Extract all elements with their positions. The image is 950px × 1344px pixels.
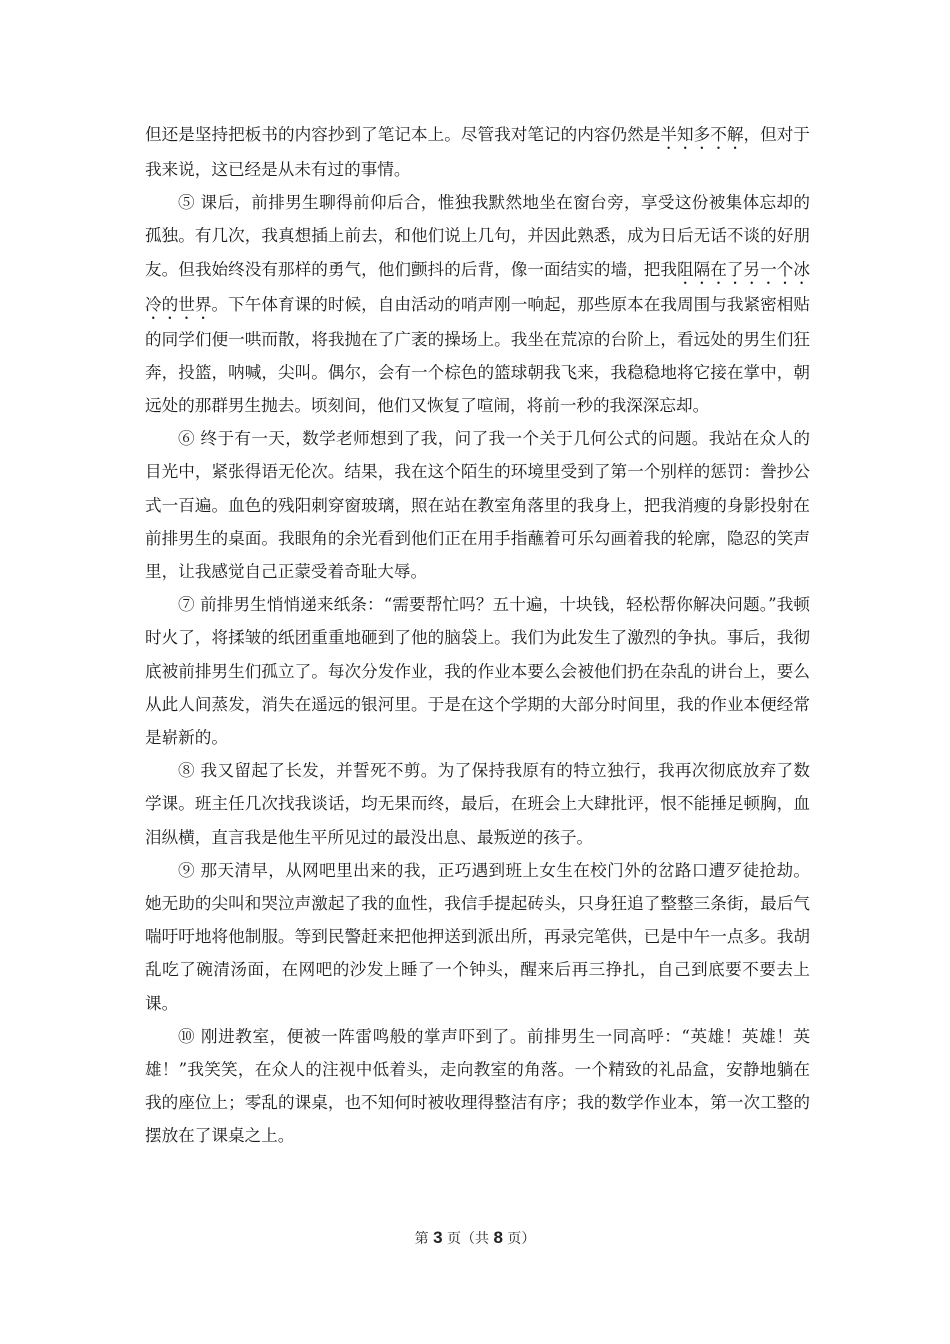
paragraph-5: ⑤ 课后，前排男生聊得前仰后合，惟独我默然地坐在窗台旁，享受这份被集体忘却的孤独。有几次，我真想插上前去，和他们说上几句，并因此熟悉，成为日后无话不谈的好朋友。但我始终没有那样的勇气，他们颤抖的后背，像一面结实的墙，把我阻隔在了另一个冰冷的世界。下午体育课的时候，自由活动的哨声刚一响起，那些原本在我周围与我紧密相贴的同学们便一哄而散，将我抛在了广袤的操场上。我坐在荒凉的台阶上，看远处的男生们狂奔，投篮，呐喊，尖叫。偶尔，会有一个棕色的篮球朝我飞来，我稳稳地将它接在掌中，朝远处的那群男生抛去。顷刻间，他们又恢复了喧闹，将前一秒的我深深忘却。 (145, 193, 811, 416)
emphasis-dotted-text: 阻隔在了另一个冰冷的世界 (145, 259, 811, 314)
paragraph-6: ⑥ 终于有一天，数学老师想到了我，问了我一个关于几何公式的问题。我站在众人的目光中，紧张得语无伦次。结果，我在这个陌生的环境里受到了第一个别样的惩罚：誊抄公式一百遍。血色的残阳刺穿窗玻璃，照在站在教室角落里的我身上，把我消瘦的身影投射在前排男生的桌面。我眼角的余光看到他们正在用手指蘸着可乐勾画着我的轮廓，隐忍的笑声里，让我感觉自己正蒙受着奇耻大辱。 (145, 429, 810, 582)
paragraph-4-continued: 但还是坚持把板书的内容抄到了笔记本上。尽管我对笔记的内容仍然是半知多不解，但对于我来说，这已经是从未有过的事情。 (145, 125, 811, 179)
page-number: 3 (433, 1228, 443, 1247)
document-body (145, 118, 810, 1153)
paragraph-10: ⑩ 刚进教室，便被一阵雷鸣般的掌声吓到了。前排男生一同高呼：“英雄！英雄！英雄！”我笑笑，在众人的注视中低着头，走向教室的角落。一个精致的礼品盒，安静地躺在我的座位上；零乱的课桌，也不知何时被收理得整洁有序；我的数学作业本，第一次工整的摆放在了课桌之上。 (145, 1026, 810, 1146)
emphasis-dotted-text: 半知多不解 (660, 125, 744, 144)
paragraph-9: ⑨ 那天清早，从网吧里出来的我，正巧遇到班上女生在校门外的岔路口遭歹徒抢劫。她无助的尖叫和哭泣声激起了我的血性，我信手提起砖头，只身狂追了整整三条街，最后气喘吁吁地将他制服。等到民警赶来把他押送到派出所，再录完笔供，已是中午一点多。我胡乱吃了碗清汤面，在网吧的沙发上睡了一个钟头，醒来后再三挣扎，自己到底要不要去上课。 (145, 860, 810, 1013)
page-footer: 第 3 页（共 8 页） (414, 1228, 536, 1247)
page-total: 8 (493, 1228, 503, 1247)
paragraph-8: ⑧ 我又留起了长发，并誓死不剪。为了保持我原有的特立独行，我再次彻底放弃了数学课。班主任几次找我谈话，均无果而终，最后，在班会上大肆批评，恨不能捶足顿胸，血泪纵横，直言我是他生平所见过的最没出息、最叛逆的孩子。 (145, 761, 810, 847)
paragraph-7: ⑦ 前排男生悄悄递来纸条：“需要帮忙吗？五十遍，十块钱，轻松帮你解决问题。”我顿时火了，将揉皱的纸团重重地砸到了他的脑袋上。我们为此发生了激烈的争执。事后，我彻底被前排男生们孤立了。每次分发作业，我的作业本要么会被他们扔在杂乱的讲台上，要么从此人间蒸发，消失在遥远的银河里。于是在这个学期的大部分时间里，我的作业本便经常是崭新的。 (145, 595, 810, 748)
